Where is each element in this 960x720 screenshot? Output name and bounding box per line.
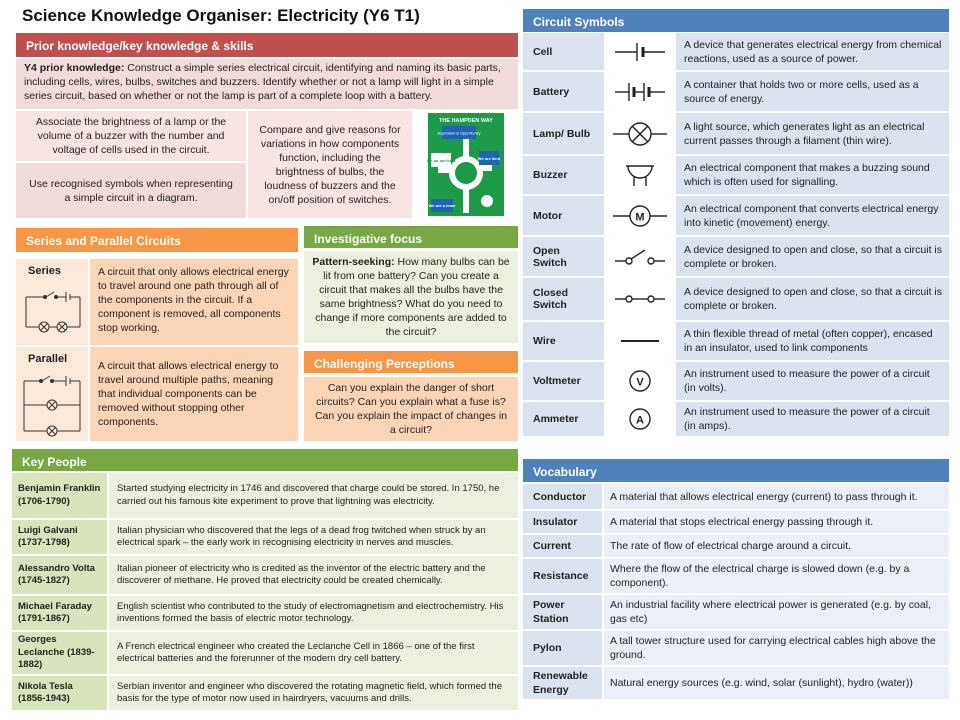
symbol-icon-cell <box>603 155 677 195</box>
pattern-seeking-label: Pattern-seeking: <box>312 256 395 268</box>
voltmeter-icon <box>607 364 673 398</box>
y4-text: Construct a simple series electrical circuit, identifying and naming its basic parts, including cells, wires, bulbs, switches and buzzers. Identify whether or not a lamp will light in a simple series circuit, based on whether or not the lamp is part of a complete loop with a battery. <box>24 62 501 102</box>
symbol-description: An electrical component that converts electrical energy into kinetic (movement) energy. <box>677 195 949 236</box>
vocabulary-row <box>523 558 949 594</box>
symbol-row <box>523 71 949 112</box>
key-person-name: Benjamin Franklin (1706-1790) <box>12 473 108 519</box>
series-circuit-icon <box>20 289 86 339</box>
symbol-row <box>523 195 949 236</box>
key-person-description: English scientist who contributed to the study of electromagnetism and electrochemistry. His inventions formed the basis of electric motor technology. <box>108 595 518 631</box>
key-person-description: A French electrical engineer who created the Leclanche Cell in 1866 – one of the first electrical batteries and the forerunner of the modern dry cell battery. <box>108 631 518 675</box>
motor-icon <box>607 199 673 233</box>
symbol-icon-cell <box>603 195 677 236</box>
vocabulary-row <box>523 666 949 700</box>
challenging-perceptions-header: Challenging Perceptions <box>304 351 518 373</box>
symbol-row <box>523 236 949 277</box>
key-person-description: Italian pioneer of electricity who is credited as the inventor of the electric battery and the discoverer of methane. He proved that electricity could be created chemically. <box>108 555 518 595</box>
symbol-row <box>523 155 949 195</box>
key-person-name: Georges Leclanche (1839-1882) <box>12 631 108 675</box>
key-person-description: Started studying electricity in 1746 and discovered that charge could be stored. In 1750, he carried out his famous kite experiment to prove that lightning was electricity. <box>108 473 518 519</box>
symbol-description: A container that holds two or more cells, used as a source of energy. <box>677 71 949 112</box>
symbol-name: Open Switch <box>523 236 603 277</box>
symbol-name: Motor <box>523 195 603 236</box>
parallel-circuit-icon <box>18 373 86 439</box>
vocabulary-definition: An industrial facility where electrical power is generated (e.g. by coal, gas etc) <box>603 594 949 630</box>
vocabulary-term: Conductor <box>523 484 603 510</box>
symbol-description: An instrument used to measure the power of a circuit (in volts). <box>677 361 949 401</box>
vocabulary-row <box>523 594 949 630</box>
series-parallel-header: Series and Parallel Circuits <box>16 228 298 252</box>
parallel-label: Parallel <box>28 353 68 365</box>
symbol-row <box>523 401 949 437</box>
sign-right: We are kind <box>477 156 501 161</box>
y4-label: Y4 prior knowledge: <box>24 62 125 74</box>
vocabulary-row <box>523 630 949 666</box>
symbol-name: Buzzer <box>523 155 603 195</box>
parallel-description: A circuit that allows electrical energy to travel around multiple paths, meaning that individual components can be removed without stopping other components. <box>90 347 298 441</box>
svg-text:V: V <box>636 376 644 389</box>
symbol-row <box>523 361 949 401</box>
key-person-row <box>12 631 518 675</box>
svg-text:A: A <box>636 414 644 427</box>
vocabulary-definition: A material that stops electrical energy passing through it. <box>603 510 949 534</box>
symbol-row <box>523 112 949 155</box>
sign-title: THE HAMPDEN WAY <box>439 118 493 124</box>
key-person-description: Serbian inventor and engineer who discovered the rotating magnetic field, which formed the basis for the type of motor now used in hairdryers, vacuums and drills. <box>108 675 518 711</box>
vocabulary-term: Resistance <box>523 558 603 594</box>
vocabulary-term: Current <box>523 534 603 558</box>
vocabulary-row <box>523 510 949 534</box>
vocabulary-table <box>523 484 949 701</box>
symbol-row <box>523 277 949 321</box>
key-person-name: Luigi Galvani (1737-1798) <box>12 519 108 555</box>
series-label-cell <box>16 259 88 345</box>
key-people-table <box>12 473 518 712</box>
symbol-description: A thin flexible thread of metal (often copper), encased in an insulator, used to link components <box>677 321 949 361</box>
vocabulary-row <box>523 534 949 558</box>
vocabulary-term: Pylon <box>523 630 603 666</box>
key-person-name: Nikola Tesla (1856-1943) <box>12 675 108 711</box>
vocabulary-definition: Natural energy sources (e.g. wind, solar (sunlight), hydro (water)) <box>603 666 949 700</box>
vocabulary-definition: Where the flow of the electrical charge is slowed down (e.g. by a component). <box>603 558 949 594</box>
knowledge-box-compare: Compare and give reasons for variations in how components function, including the brightness of bulbs, the loudness of buzzers and the on/off position of switches. <box>248 111 412 218</box>
symbol-name: Cell <box>523 33 603 71</box>
key-people-header: Key People <box>12 449 518 471</box>
closed-switch-icon <box>607 282 673 316</box>
cell-icon <box>607 35 673 69</box>
ammeter-icon <box>607 402 673 436</box>
hampden-way-logo <box>414 111 518 218</box>
key-person-name: Michael Faraday (1791-1867) <box>12 595 108 631</box>
symbol-icon-cell <box>603 236 677 277</box>
symbol-description: A device designed to open and close, so that a circuit is complete or broken. <box>677 236 949 277</box>
symbol-icon-cell <box>603 321 677 361</box>
series-label: Series <box>28 265 62 277</box>
symbol-name: Wire <box>523 321 603 361</box>
circuit-symbols-header: Circuit Symbols <box>523 9 949 32</box>
symbol-row <box>523 33 949 71</box>
hampden-way-sign-icon <box>414 111 518 218</box>
lamp-icon <box>607 117 673 151</box>
vocabulary-definition: The rate of flow of electrical charge around a circuit. <box>603 534 949 558</box>
knowledge-box-symbols: Use recognised symbols when representing a simple circuit in a diagram. <box>16 163 246 218</box>
symbol-name: Lamp/ Bulb <box>523 112 603 155</box>
battery-icon <box>607 75 673 109</box>
symbol-description: A device that generates electrical energy from chemical reactions, used as a source of power. <box>677 33 949 71</box>
circuit-symbols-table <box>523 33 949 438</box>
key-person-row <box>12 473 518 519</box>
symbol-description: A light source, which generates light as an electrical current passes through a filament (thin wire). <box>677 112 949 155</box>
symbol-row <box>523 321 949 361</box>
key-person-row <box>12 675 518 711</box>
symbol-description: A device designed to open and close, so that a circuit is complete or broken. <box>677 277 949 321</box>
pattern-seeking-text: How many bulbs can be lit from one battery? Can you create a circuit that makes all the bulbs have the same brightness? What do you need to change if more components are added to the circuit? <box>315 256 510 338</box>
sign-left1: We do our best <box>426 158 456 163</box>
symbol-name: Ammeter <box>523 401 603 437</box>
key-person-row <box>12 595 518 631</box>
investigative-focus-header: Investigative focus <box>304 226 518 248</box>
symbol-name: Voltmeter <box>523 361 603 401</box>
vocabulary-row <box>523 484 949 510</box>
challenging-perceptions-body: Can you explain the danger of short circuits? Can you explain what a fuse is? Can you explain the impact of changes in a circuit? <box>304 377 518 441</box>
symbol-description: An instrument used to measure the power of a circuit (in amps). <box>677 401 949 437</box>
vocabulary-definition: A tall tower structure used for carrying electrical cables high above the ground. <box>603 630 949 666</box>
vocabulary-definition: A material that allows electrical energy (current) to pass through it. <box>603 484 949 510</box>
symbol-icon-cell <box>603 401 677 437</box>
sign-left2: We are a team <box>428 203 456 208</box>
vocabulary-term: Insulator <box>523 510 603 534</box>
vocabulary-header: Vocabulary <box>523 459 949 482</box>
vocabulary-term: Renewable Energy <box>523 666 603 700</box>
sign-top: Aspiration & Opportunity <box>437 130 481 136</box>
symbol-icon-cell <box>603 361 677 401</box>
wire-icon <box>607 324 673 358</box>
symbol-icon-cell <box>603 71 677 112</box>
key-person-row <box>12 555 518 595</box>
investigative-focus-body <box>304 251 518 343</box>
svg-text:M: M <box>635 211 645 223</box>
open-switch-icon <box>607 240 673 274</box>
y4-prior-knowledge <box>16 59 518 109</box>
symbol-description: An electrical component that makes a buzzing sound which is often used for signalling. <box>677 155 949 195</box>
prior-knowledge-header: Prior knowledge/key knowledge & skills <box>16 33 518 57</box>
key-person-description: Italian physician who discovered that the legs of a dead frog twitched when struck by an electrical spark – the early work in recognising electricity in nerves and muscles. <box>108 519 518 555</box>
symbol-icon-cell <box>603 277 677 321</box>
buzzer-icon <box>607 158 673 192</box>
page-title: Science Knowledge Organiser: Electricity (Y6 T1) <box>22 6 420 25</box>
key-person-row <box>12 519 518 555</box>
key-person-name: Alessandro Volta (1745-1827) <box>12 555 108 595</box>
symbol-icon-cell <box>603 33 677 71</box>
vocabulary-term: Power Station <box>523 594 603 630</box>
series-description: A circuit that only allows electrical energy to travel around one path through all of the components in the circuit. If a component is removed, all components stop working. <box>90 259 298 345</box>
parallel-label-cell <box>16 347 88 441</box>
symbol-name: Battery <box>523 71 603 112</box>
knowledge-box-brightness: Associate the brightness of a lamp or the volume of a buzzer with the number and voltage of cells used in the circuit. <box>16 111 246 161</box>
symbol-name: Closed Switch <box>523 277 603 321</box>
symbol-icon-cell <box>603 112 677 155</box>
